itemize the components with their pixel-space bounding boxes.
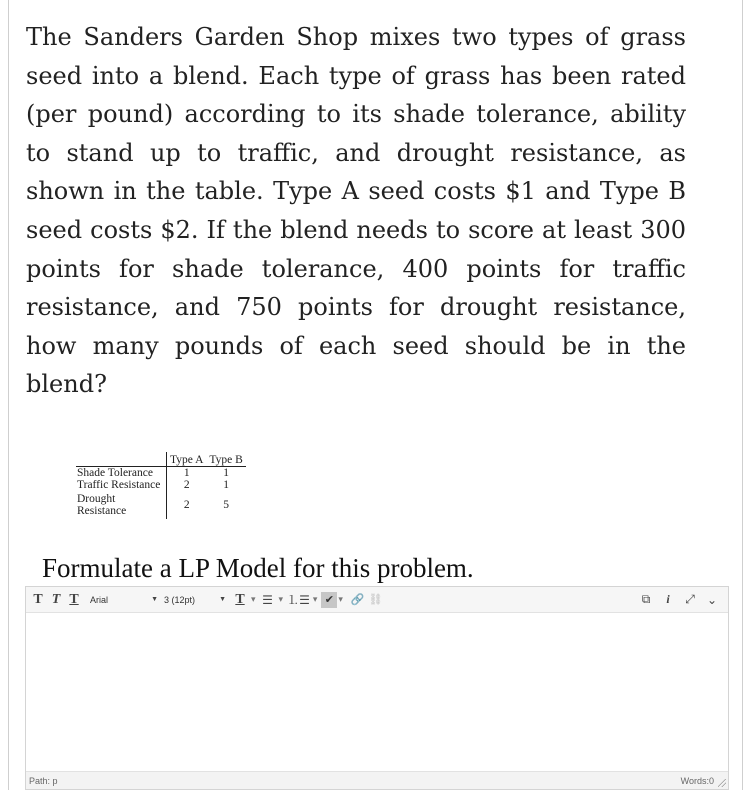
chevron-down-icon[interactable]: ▾: [251, 594, 256, 604]
bold-button[interactable]: T: [33, 591, 43, 607]
fullscreen-icon[interactable]: ⤢: [685, 592, 695, 606]
chevron-down-icon: ▼: [219, 596, 226, 603]
table-header-type-a: Type A: [167, 452, 207, 467]
more-icon[interactable]: ⌄: [706, 592, 718, 607]
font-size-value: 3 (12pt): [164, 594, 196, 605]
rich-text-editor: [25, 586, 729, 790]
editor-statusbar: [26, 771, 728, 789]
cell-type-b: 1: [223, 479, 229, 491]
text-color-button[interactable]: T: [235, 591, 245, 607]
row-label: Drought Resistance: [76, 491, 167, 519]
font-size-select[interactable]: [164, 591, 226, 609]
unlink-icon[interactable]: ⛓: [368, 594, 383, 606]
seed-ratings-table: [76, 452, 246, 519]
spellcheck-icon[interactable]: ✔: [321, 592, 337, 608]
table-row: [76, 479, 246, 491]
prompt-text: Formulate a LP Model for this problem.: [42, 553, 474, 583]
table-row: [76, 491, 246, 519]
font-family-value: Arial: [90, 594, 109, 605]
table-corner: [76, 452, 167, 467]
italic-button[interactable]: T: [51, 591, 61, 607]
editor-content-area[interactable]: [26, 613, 728, 771]
cell-type-a: 2: [183, 499, 190, 511]
resize-grip-icon[interactable]: [718, 779, 726, 787]
info-icon[interactable]: i: [666, 592, 670, 606]
row-label: Traffic Resistance: [76, 479, 167, 491]
bullet-list-icon[interactable]: ☰: [262, 592, 273, 607]
numbered-list-icon[interactable]: ⒈☰: [287, 593, 310, 607]
chevron-down-icon: ▼: [151, 596, 158, 603]
preview-icon[interactable]: ⧉: [641, 592, 651, 606]
row-label: Shade Tolerance: [76, 467, 167, 480]
chevron-down-icon[interactable]: ▾: [312, 594, 318, 604]
toolbar-right-group: [634, 591, 728, 609]
cell-type-a: 2: [183, 479, 190, 491]
chevron-down-icon[interactable]: ▾: [338, 594, 343, 604]
cell-type-b: 5: [223, 499, 229, 511]
question-text: The Sanders Garden Shop mixes two types of grass seed into a blend. Each type of grass has been rated (per pound) according to its shade tolerance, ability to stand up to traffic, and drought resistance, as shown in the table. Type A seed costs $1 and Type B seed costs $2. If the blend needs to score at least 300 points for shade tolerance, 400 points for traffic resistance, and 750 points for drought resistance, how many pounds of each seed should be in the blend?: [26, 23, 686, 399]
word-count: Words:0: [680, 775, 714, 786]
cell-type-b: 1: [223, 467, 229, 479]
chevron-down-icon[interactable]: ▾: [278, 594, 284, 604]
link-icon[interactable]: 🔗: [350, 594, 365, 606]
table-row: [76, 467, 246, 480]
editor-toolbar: [26, 587, 728, 613]
path-label: Path: p: [29, 775, 58, 786]
table-header-type-b: Type B: [206, 452, 245, 467]
font-family-select[interactable]: [90, 591, 158, 609]
underline-button[interactable]: T: [69, 591, 79, 607]
cell-type-a: 1: [183, 467, 190, 479]
